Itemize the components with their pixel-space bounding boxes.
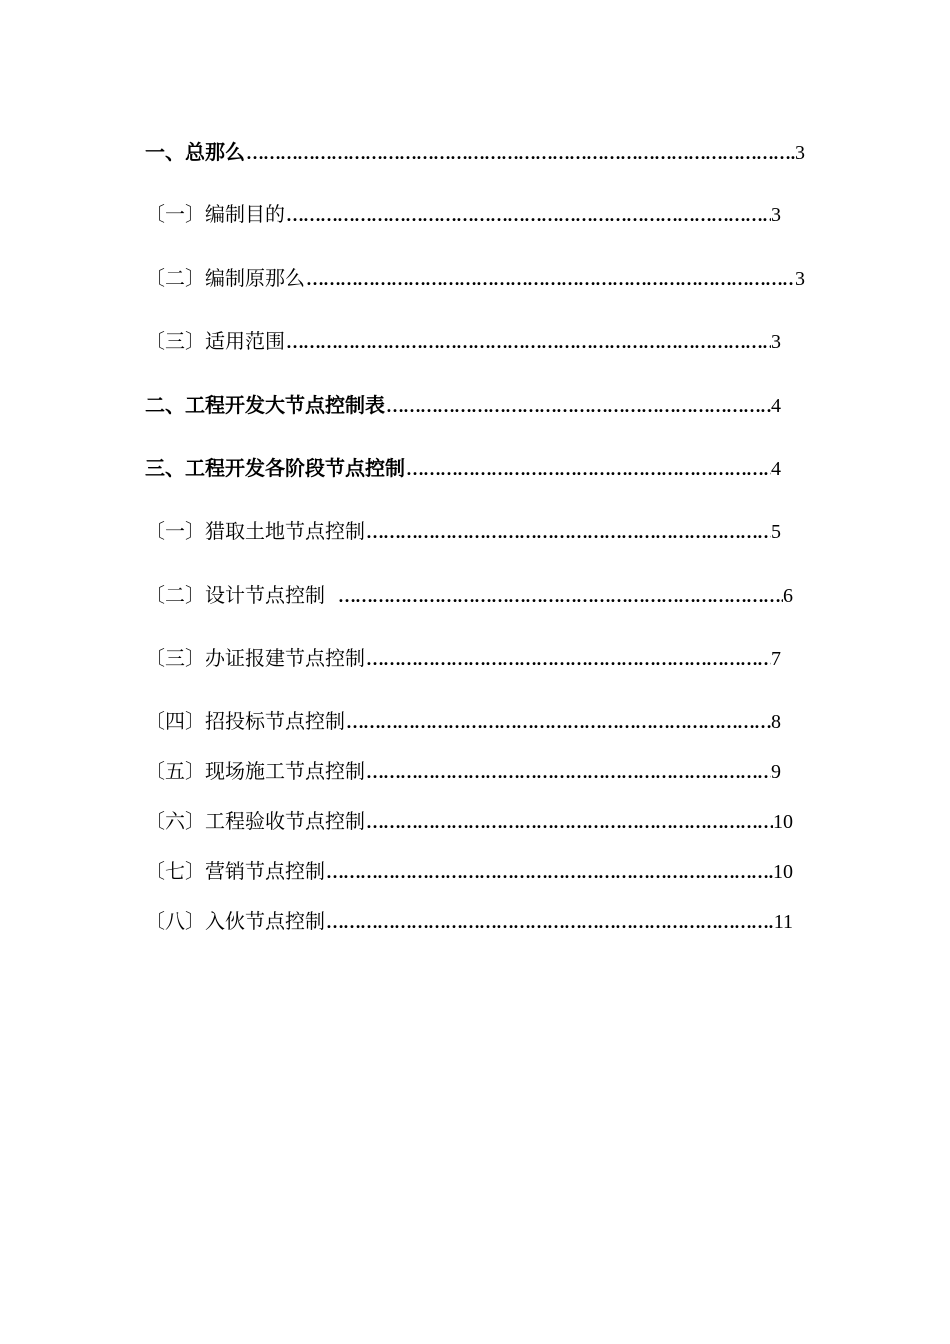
toc-entry-acceptance[interactable] bbox=[145, 807, 793, 836]
toc-entry-general[interactable] bbox=[145, 138, 805, 167]
toc-entry-label: 〔八〕入伙节点控制 bbox=[145, 909, 325, 933]
toc-page-number: 5 bbox=[771, 521, 781, 543]
toc-page-number: 6 bbox=[783, 585, 793, 607]
toc-page-number: 7 bbox=[771, 648, 781, 670]
toc-dot-leader bbox=[385, 392, 771, 420]
toc-dot-leader bbox=[325, 858, 773, 886]
toc-dot-leader bbox=[305, 265, 795, 293]
toc-page-number: 3 bbox=[771, 331, 781, 353]
toc-entry-label: 一、总那么 bbox=[145, 140, 245, 164]
toc-entry-label: 二、工程开发大节点控制表 bbox=[145, 393, 385, 417]
toc-entry-label: 〔七〕营销节点控制 bbox=[145, 859, 325, 883]
toc-dot-leader bbox=[245, 139, 795, 167]
toc-entry-land-acquisition[interactable] bbox=[145, 517, 781, 546]
toc-page-number: 3 bbox=[771, 204, 781, 226]
toc-dot-leader bbox=[365, 518, 771, 546]
toc-page-number: 9 bbox=[771, 761, 781, 783]
toc-entry-design[interactable] bbox=[145, 581, 793, 610]
toc-entry-label: 〔三〕适用范围 bbox=[145, 329, 285, 353]
toc-entry-move-in[interactable] bbox=[145, 907, 793, 936]
toc-entry-bidding[interactable] bbox=[145, 707, 781, 736]
toc-entry-label: 〔一〕编制目的 bbox=[145, 202, 285, 226]
toc-entry-principles[interactable] bbox=[145, 264, 805, 293]
toc-entry-label: 〔二〕设计节点控制 bbox=[145, 583, 325, 607]
toc-dot-leader bbox=[365, 645, 771, 673]
toc-entry-stage-control[interactable] bbox=[145, 454, 781, 483]
toc-entry-label: 〔六〕工程验收节点控制 bbox=[145, 809, 365, 833]
toc-entry-label: 〔三〕办证报建节点控制 bbox=[145, 646, 365, 670]
toc-dot-leader bbox=[345, 708, 771, 736]
toc-entry-label: 〔二〕编制原那么 bbox=[145, 266, 305, 290]
toc-dot-leader bbox=[285, 201, 771, 229]
toc-entry-marketing[interactable] bbox=[145, 857, 793, 886]
toc-entry-purpose[interactable] bbox=[145, 200, 781, 229]
toc-entry-label: 三、工程开发各阶段节点控制 bbox=[145, 456, 405, 480]
toc-dot-leader bbox=[365, 758, 771, 786]
toc-dot-leader bbox=[337, 582, 783, 610]
toc-page-number: 10 bbox=[773, 811, 793, 833]
toc-entry-construction[interactable] bbox=[145, 757, 781, 786]
toc-page-number: 11 bbox=[773, 911, 793, 933]
toc-dot-leader bbox=[365, 808, 773, 836]
toc-page-number: 10 bbox=[773, 861, 793, 883]
toc-page-number: 3 bbox=[795, 268, 805, 290]
toc-entry-milestone-table[interactable] bbox=[145, 391, 781, 420]
toc-page-number: 3 bbox=[795, 142, 805, 164]
toc-entry-permits[interactable] bbox=[145, 644, 781, 673]
toc-entry-label: 〔五〕现场施工节点控制 bbox=[145, 759, 365, 783]
toc-dot-leader bbox=[325, 908, 774, 936]
toc-page-number: 8 bbox=[771, 711, 781, 733]
toc-entry-scope[interactable] bbox=[145, 327, 781, 356]
toc-dot-leader bbox=[285, 328, 771, 356]
toc-page-number: 4 bbox=[771, 458, 781, 480]
toc-entry-label: 〔四〕招投标节点控制 bbox=[145, 709, 345, 733]
toc-entry-label: 〔一〕猎取土地节点控制 bbox=[145, 519, 365, 543]
toc-dot-leader bbox=[405, 455, 771, 483]
toc-page-number: 4 bbox=[771, 395, 781, 417]
